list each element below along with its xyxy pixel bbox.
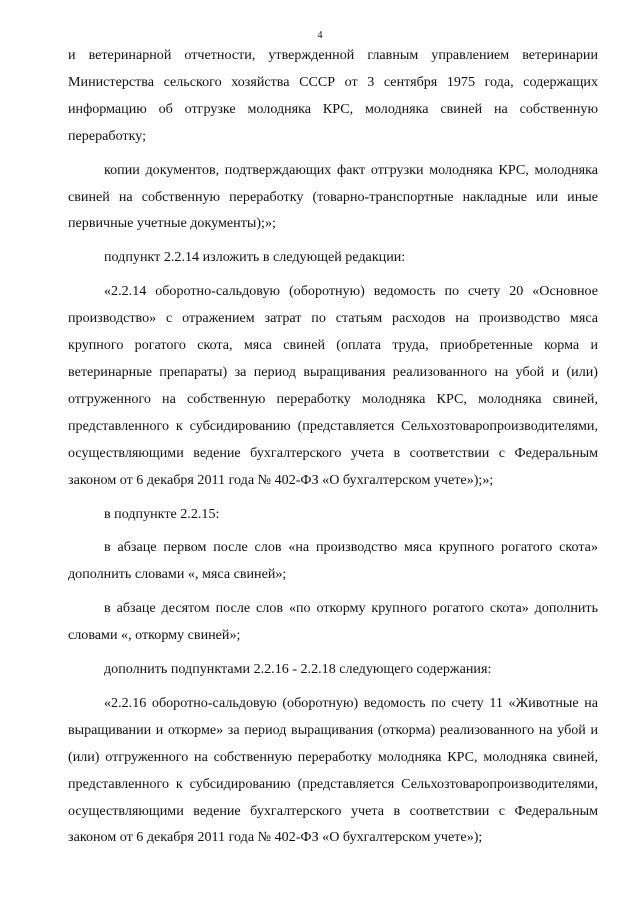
paragraph-subclause-2-2-15-intro: в подпункте 2.2.15: (104, 505, 220, 522)
document-body (68, 42, 598, 851)
paragraph-first-abzac-amendment: в абзаце первом после слов «на производство мяса крупного рогатого скота» дополнить словами «, мяса свиней»; (68, 539, 598, 583)
paragraph-add-subclauses-intro: дополнить подпунктами 2.2.16 - 2.2.18 следующего содержания: (104, 661, 492, 678)
page-number: 4 (317, 30, 323, 41)
paragraph-subclause-2-2-14-intro: подпункт 2.2.14 изложить в следующей редакции: (104, 249, 406, 266)
paragraph-document-copies: копии документов, подтверждающих факт отгрузки молодняка КРС, молодняка свиней на собственную переработку (товарно-транспортные накладные или иные первичные учетные документы);»; (68, 161, 598, 232)
paragraph-tenth-abzac-amendment: в абзаце десятом после слов «по откорму крупного рогатого скота» дополнить словами «, откорму свиней»; (68, 600, 598, 644)
paragraph-continuation: и ветеринарной отчетности, утвержденной главным управлением ветеринарии Министерства сельского хозяйства СССР от 3 сентября 1975 года, содержащих информацию об отгрузке молодняка КРС, молодняка свиней на собственную переработку; (68, 47, 598, 144)
paragraph-subclause-2-2-14-text: «2.2.14 оборотно-сальдовую (оборотную) ведомость по счету 20 «Основное производство» с отражением затрат по статьям расходов на производство мяса крупного рогатого скота, мяса свиней (оплата труда, приобретенные корма и ветеринарные препараты) за период выращивания реализованного на убой и (или) отгруженного на собственную переработку молодняка КРС, молодняка свиней, представленного к субсидированию (представляется Сельхозтоваропроизводителями, осуществляющими ведение бухгалтерского учета в соответствии с Федеральным законом от 6 декабря 2011 года № 402-ФЗ «О бухгалтерском учете»);»; (68, 283, 598, 488)
paragraph-subclause-2-2-16-text: «2.2.16 оборотно-сальдовую (оборотную) ведомость по счету 11 «Животные на выращивании и откорме» за период выращивания (откорма) реализованного на убой и (или) отгруженного на собственную переработку молодняка КРС, молодняка свиней, представленного к субсидированию (представляется Сельхозтоваропроизводителями, осуществляющими ведение бухгалтерского учета в соответствии с Федеральным законом от 6 декабря 2011 года № 402-ФЗ «О бухгалтерском учете»); (68, 694, 598, 846)
